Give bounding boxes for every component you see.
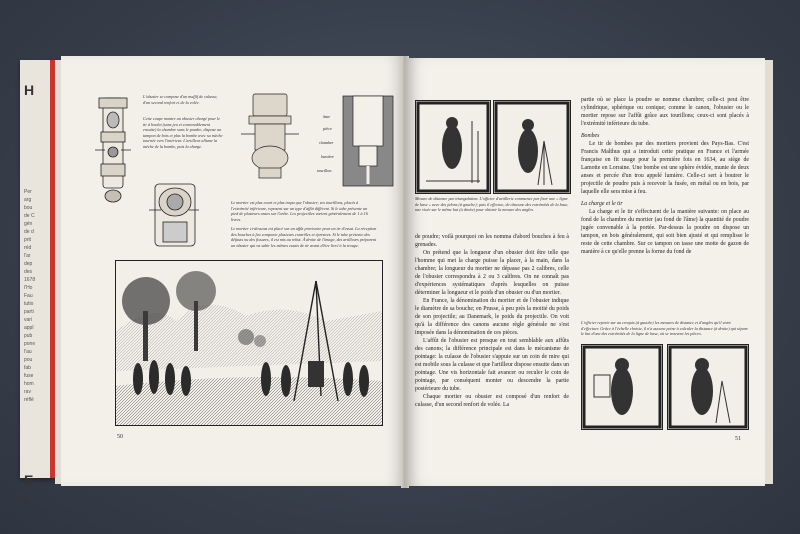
caption-mortier: Le mortier est plus court et plus trapu que l'obusier; ses tourillons, placés à l'extrémité inférieure, reposent sur un type d'affût différent. Si le tube présente un pied de plusieurs anses sur l'arête. Les projectiles varient généralement de 1 à 16 livres. <box>231 200 368 222</box>
label-ame: âme <box>323 114 330 119</box>
caption-coupe: Cette coupe montre un obusier chargé pour le tir à boulet (sans jeu et convenablement ensuite) la chambre sans le poudre, dispose un tampon de bois et plus la bombe avec sa mèche tournée vers l'intérieur. L'artilleur allume la mèche de la bombe, puis la charge. <box>143 116 223 149</box>
back-book-line: 1678 <box>24 277 36 283</box>
col1-paragraph-1: On prétend que la longueur d'un obusier doit être telle que l'homme qui met la charge puisse la placer, à la main, dans la chambre; la longueur du mortier ne dépasse pas 2 calibres, celle de l'obusier correspondra à 2 ou 3 calibres. On ne connaît pas d'expériences systématiques d'après lesquelles on puisse déterminer la longueur et le poids d'un obusier ou d'un mortier. <box>415 250 569 296</box>
caption-obusier: L'obusier se compose d'un maſſif de culasse, d'un second renfort et de la volée. <box>143 94 218 105</box>
back-book-line: réflé <box>24 397 34 403</box>
col2-bombes: Le tir de bombes par des mortiers provient des Pays-Bas. C'est Francis Malthus qui a introduit cette pratique en France et l'armée française en fit usage pour la première fois en 1634, au siège de Lamotte en Lorraine. Une bombe est une sphère évidée, munie de deux anses et percée d'un trou appelé lumière. Celle-ci sert à boutrer le projectile de poudre puis à recevoir la fusée, en métal ou en bois, par laquelle elle sera mise à feu. <box>581 141 749 195</box>
back-book-line: Per <box>24 189 32 195</box>
back-book-line: fuse <box>24 373 34 379</box>
col1-top: de poudre; voilà pourquoi on les nomma d'abord bouches à feu à grenades. <box>415 234 569 248</box>
back-book-line: vari <box>24 317 33 323</box>
back-book-line: hom <box>24 381 34 387</box>
back-book-line: réd <box>24 245 32 251</box>
col1-paragraph-3: L'affût de l'obusier est presque en tout semblable aux affûts des canons; la différence principale est dans le mécanisme de pointage: la culasse de l'obusier s'appuie sur un coin de mire qui est mobile sous la culasse et que l'artilleur dispose ensuite dans un pointage. Une vis horizontale fait avancer ou reculer le coin de pointage, par conséquent monter ou descendre la partie postérieure du tube. <box>415 338 569 392</box>
back-book-line: pou <box>24 357 33 363</box>
back-book-letter-top: H <box>24 82 35 98</box>
background-book <box>20 60 60 506</box>
label-piece: pièce <box>323 126 332 131</box>
back-book-line: arg <box>24 197 32 203</box>
back-book-page-number: 21 <box>24 500 31 506</box>
back-book-line: des <box>24 269 33 275</box>
back-book-line: parti <box>24 309 34 315</box>
back-book-line: de C <box>24 213 35 219</box>
mortier-illustration <box>241 90 301 190</box>
col2-top: partie où se place la poudre se nomme chambre; celle-ci peut être cylindrique, sphérique ou conique; comme le canon, l'obusier ou le mortier repose sur l'affût grâce aux tourillons; ceux-ci sont placés à l'extrémité inférieure du tube. <box>581 97 749 127</box>
back-book-letter-bottom: E <box>24 472 34 488</box>
caption-triangulation: Mesure de distance par triangulation. L'officier d'artillerie commence par fixer une « ligne de base » avec des jalons (à gauche); puis il effectue, de chacune des extrémités de la base, une visée sur le même but (à droite) pour obtenir la mesure des angles. <box>415 196 569 213</box>
triangulation-engraving-right <box>493 100 571 194</box>
triangulation-engraving-left <box>415 100 491 194</box>
label-tourillon: tourillon <box>317 168 332 173</box>
caption-croquis: L'officier reporte sur un croquis (à gauche) les mesures de distance et d'angles qu'il vient d'effectuer. Grâce à l'échelle choisie, il n'a aucune peine à calculer la distance (à droite) qui sépare le but d'une des extrémités de la ligne de base, où se trouvent les pièces. <box>581 320 749 337</box>
back-book-line: de d <box>24 229 34 235</box>
back-book-line: pone <box>24 341 36 347</box>
open-book <box>55 56 773 490</box>
mortar-test-engraving <box>115 260 383 426</box>
back-book-line: appl <box>24 325 34 331</box>
col2-charge: La charge et le tir s'effectuent de la manière suivante: on place au fond de la chambre du mortier (au fond de l'âme) la quantité de poudre jugée convenable à la portée. Par-dessus la poudre on dispose un tampon, en bois généralement, qui soit bien ajusté et qui remplisse le reste de cette chambre. Sur ce tampon on tasse une motte de gazon de manière à ce qu'elle prenne la forme du fond de <box>581 209 749 255</box>
back-book-line: l'Ho <box>24 285 33 291</box>
back-book-line: gén <box>24 221 33 227</box>
heading-bombes: Bombes <box>581 133 600 139</box>
back-book-line: fab <box>24 365 31 371</box>
back-book-line: tutio <box>24 301 34 307</box>
section-illustration <box>337 94 397 194</box>
column-2 <box>581 96 749 256</box>
label-lumiere: lumière <box>321 154 334 159</box>
sketch-engraving-left <box>581 344 663 430</box>
right-page-number: 51 <box>735 436 741 442</box>
back-book-line: l'ar <box>24 253 31 259</box>
col1-paragraph-4: Chaque mortier ou obusier est composé d'un renfort de culasse, d'un second renfort de volée. La <box>415 394 569 408</box>
back-book-text-lines <box>24 188 46 404</box>
back-book-line: l'au <box>24 349 32 355</box>
heading-charge: La charge et le tir <box>581 201 623 207</box>
back-book-line: prit <box>24 237 31 243</box>
back-book-line: bou <box>24 205 33 211</box>
right-page <box>405 58 765 486</box>
caption-essai: Le mortier ci-dessous est placé sur un affût provisoire pour un tir d'essai. La réception des bouches à feu comporte plusieurs contrôles et épreuves. Si le tube présente des défauts ou des fissures, il est mis au rebut. À droite de l'image, des artilleurs préparent un obusier qui va subir les mêmes essais de tir avant d'être livré à la troupe. <box>231 226 377 248</box>
left-page-number: 50 <box>117 434 123 440</box>
back-book-line: Fau <box>24 293 33 299</box>
col1-paragraph-2: En France, la dénomination du mortier et de l'obusier indique le diamètre de sa bouche; en Prusse, à peu près la moitié du poids de son projectile; au Danemark, le poids du projectile. On voit qu'à la différence des canons aucune règle générale ne s'est imposée dans la dénomination de ces pièces. <box>415 298 569 336</box>
back-book-line: dep <box>24 261 33 267</box>
column-1 <box>415 233 569 409</box>
label-chambre: chambre <box>319 140 334 145</box>
left-page <box>61 56 407 486</box>
back-book-line: pub <box>24 333 33 339</box>
back-book-line: rav <box>24 389 31 395</box>
sketch-engraving-right <box>667 344 749 430</box>
